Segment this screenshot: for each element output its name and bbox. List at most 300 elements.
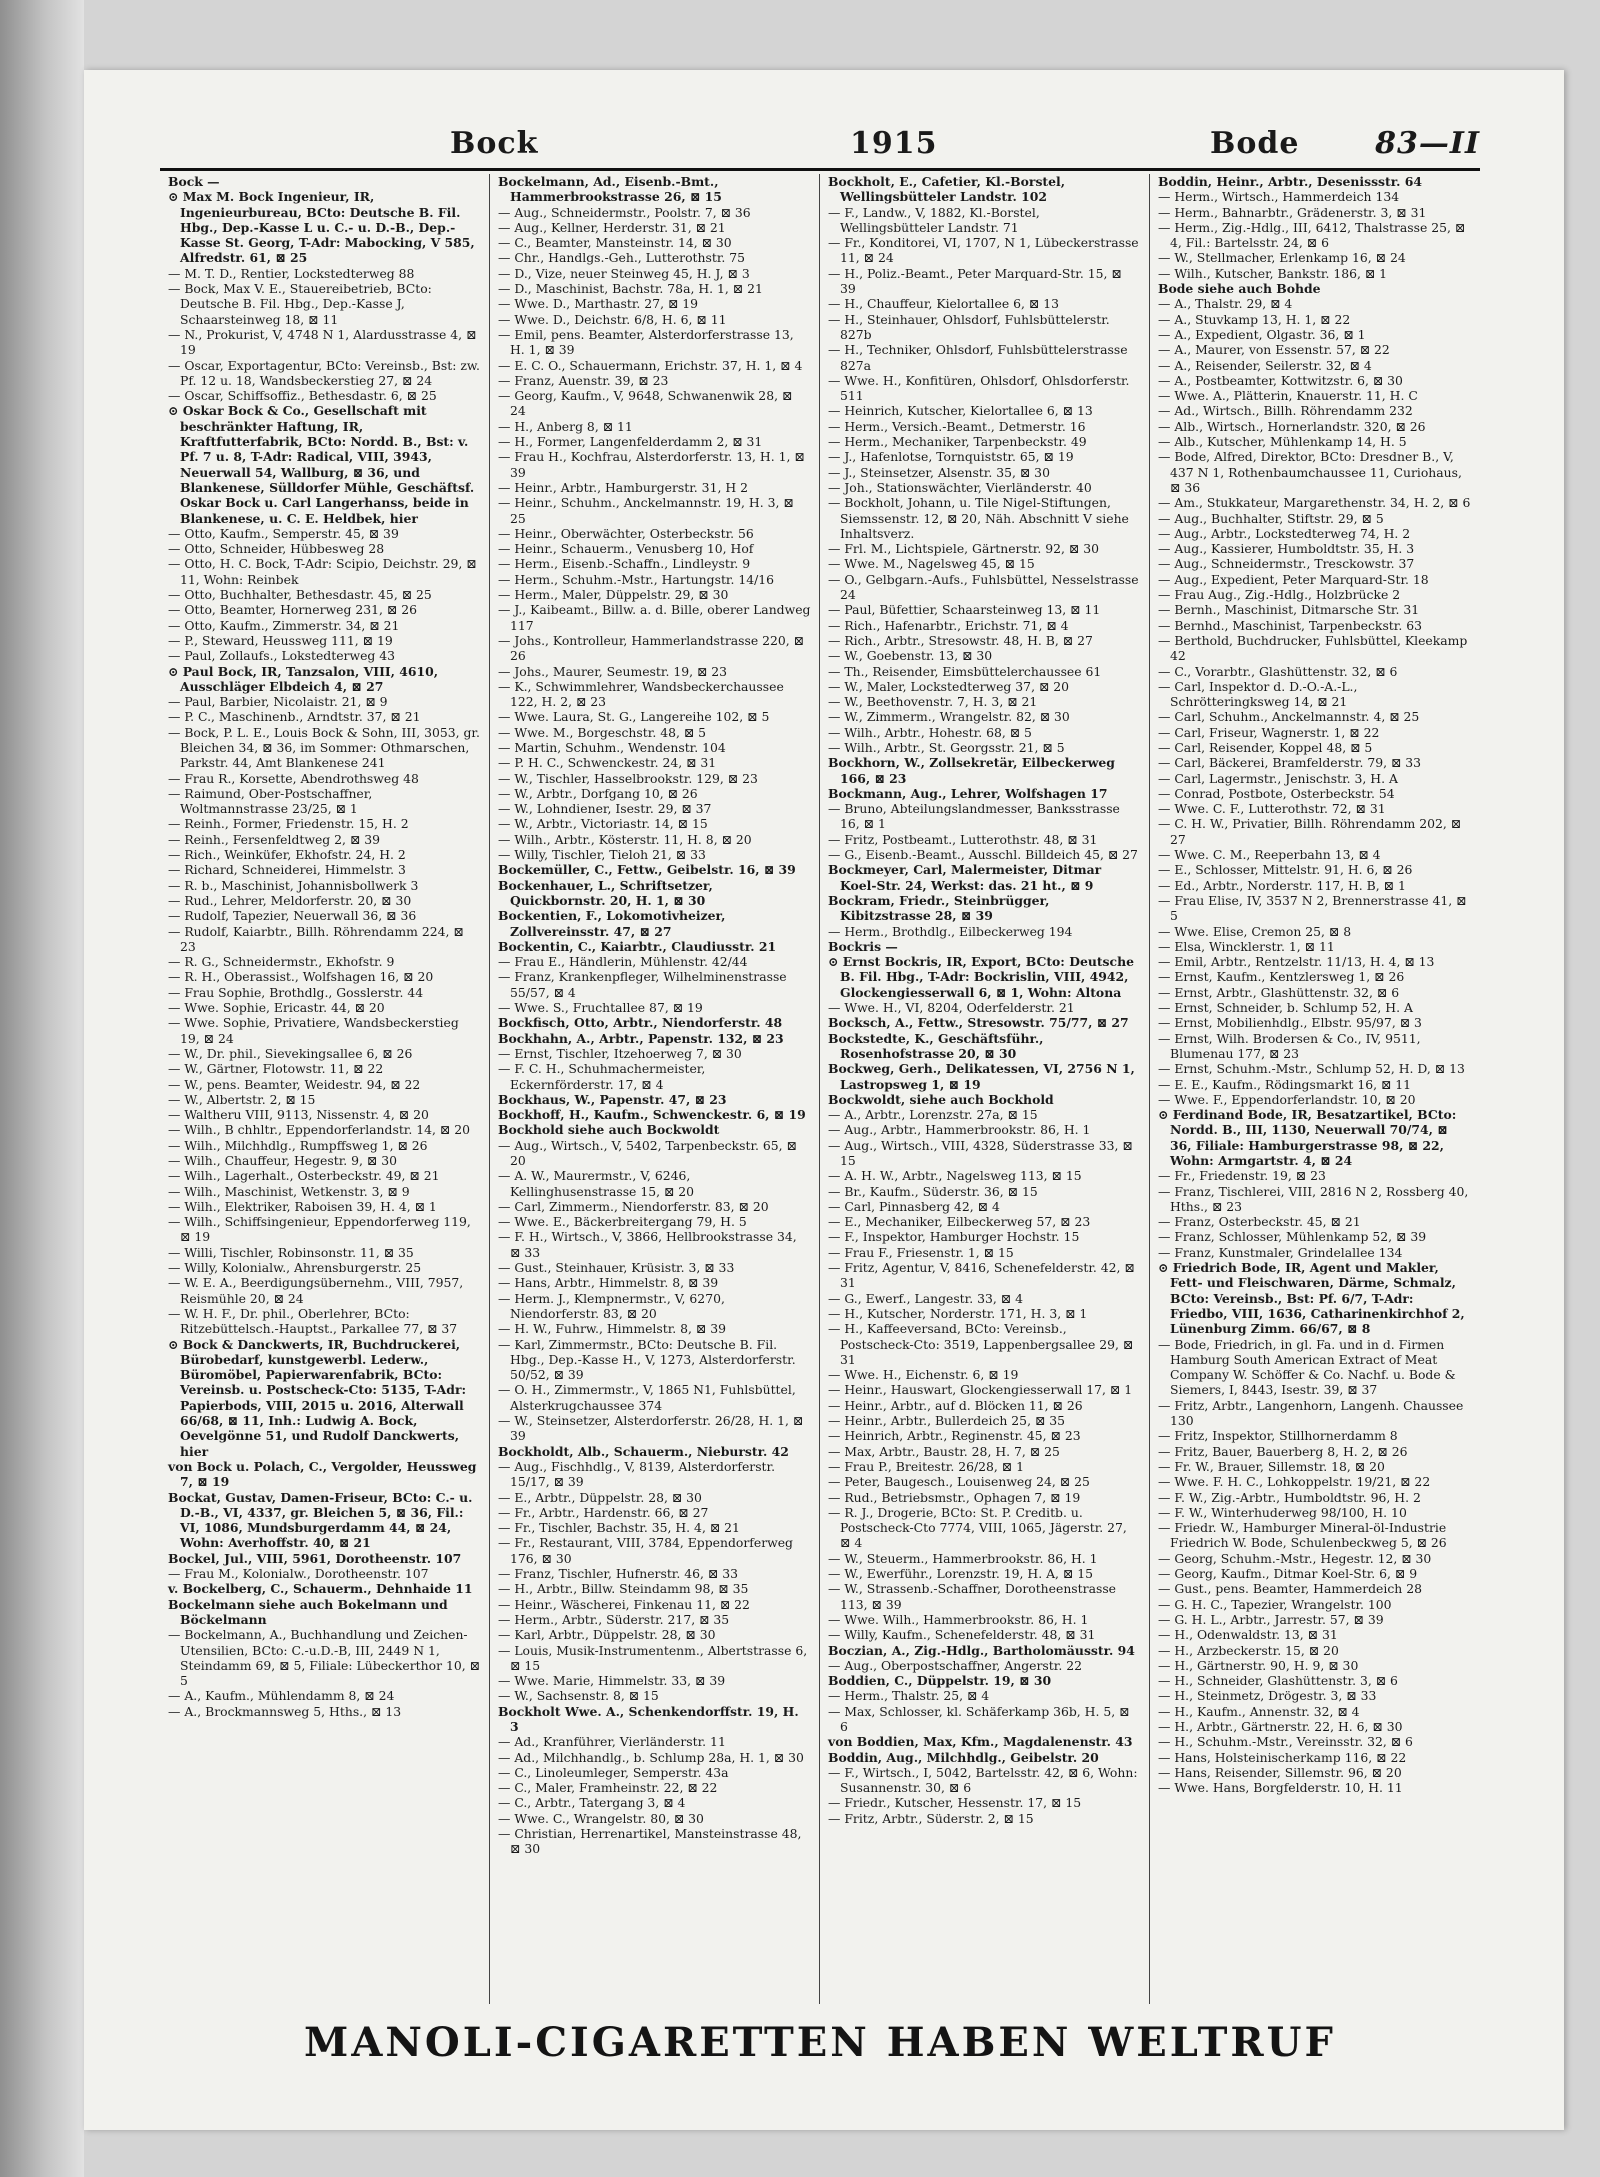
directory-entry: — Otto, Schneider, Hübbesweg 28 xyxy=(168,541,385,557)
directory-entry: — R. H., Oberassist., Wolfshagen 16, ⊠ 20 xyxy=(168,969,434,985)
directory-entry: — W., Arbtr., Victoriastr. 14, ⊠ 15 xyxy=(498,816,708,832)
directory-entry: von Boddien, Max, Kfm., Magdalenenstr. 43 xyxy=(828,1734,1133,1750)
directory-entry: — Ad., Kranführer, Vierländerstr. 11 xyxy=(498,1734,726,1750)
directory-entry: — Johs., Maurer, Seumestr. 19, ⊠ 23 xyxy=(498,663,728,679)
directory-entry: — Emil, pens. Beamter, Alsterdorferstrasse 13, H. 1, ⊠ 39 xyxy=(498,326,794,358)
directory-entry: — Wilh., Maschinist, Wetkenstr. 3, ⊠ 9 xyxy=(168,1183,410,1199)
directory-entry: — F. H., Wirtsch., V, 3866, Hellbrookstrasse 34, ⊠ 33 xyxy=(498,1229,797,1260)
directory-entry: — Wwe. M., Nagelsweg 45, ⊠ 15 xyxy=(828,556,1035,572)
directory-entry: — J., Steinsetzer, Alsenstr. 35, ⊠ 30 xyxy=(828,464,1050,480)
page-number: 83—II xyxy=(1375,126,1480,161)
directory-entry: — Wwe. C. F., Lutterothstr. 72, ⊠ 31 xyxy=(1158,801,1386,817)
directory-entry: — P., Steward, Heussweg 111, ⊠ 19 xyxy=(168,632,393,648)
directory-entry: — P. C., Maschinenb., Arndtstr. 37, ⊠ 21 xyxy=(168,709,421,725)
directory-entry: — G. H. L., Arbtr., Jarrestr. 57, ⊠ 39 xyxy=(1158,1611,1384,1627)
directory-entry: — Wilh., Lagerhalt., Osterbeckstr. 49, ⊠ 21 xyxy=(168,1168,440,1184)
directory-entry: — O. H., Zimmermstr., V, 1865 N1, Fuhlsbüttel, Alsterkrugchaussee 374 xyxy=(498,1382,796,1413)
directory-entry: — Carl, Lagermstr., Jenischstr. 3, H. A xyxy=(1158,770,1398,786)
directory-entry: — C., Beamter, Mansteinstr. 14, ⊠ 30 xyxy=(498,235,732,251)
directory-entry: — W., Strassenb.-Schaffner, Dorotheenstrasse 113, ⊠ 39 xyxy=(828,1581,1117,1612)
directory-entry: — Willi, Tischler, Robinsonstr. 11, ⊠ 35 xyxy=(168,1244,414,1260)
directory-entry: — Carl, Reisender, Koppel 48, ⊠ 5 xyxy=(1158,739,1373,755)
directory-entry: — Ernst, Mobilienhdlg., Elbstr. 95/97, ⊠ 3 xyxy=(1158,1015,1422,1031)
directory-entry: — Georg, Schuhm.-Mstr., Hegestr. 12, ⊠ 30 xyxy=(1158,1550,1432,1566)
directory-entry: — Heinr., Schuhm., Anckelmannstr. 19, H. 3, ⊠ 25 xyxy=(498,495,794,526)
directory-entry: — Bode, Friedrich, in gl. Fa. und in d. Firmen Hamburg South American Extract of Meat Company W. Schöffer & Co. Nachf. u. Bode & Siemers, I, 8443, Isestr. 39, ⊠ 37 xyxy=(1158,1336,1456,1398)
directory-entry: — Ed., Arbtr., Norderstr. 117, H. B, ⊠ 1 xyxy=(1158,877,1406,893)
directory-entry: von Bock u. Polach, C., Vergolder, Heussweg 7, ⊠ 19 xyxy=(168,1458,477,1490)
directory-entry: Boddin, Aug., Milchhdlg., Geibelstr. 20 xyxy=(828,1749,1099,1765)
directory-entry: — Th., Reisender, Eimsbüttelerchaussee 61 xyxy=(828,663,1102,679)
directory-entry: — F., Wirtsch., I, 5042, Bartelsstr. 42, ⊠ 6, Wohn: Susannenstr. 30, ⊠ 6 xyxy=(828,1764,1138,1796)
directory-entry: — Wwe. F., Eppendorferlandstr. 10, ⊠ 20 xyxy=(1158,1091,1416,1107)
directory-entry: — Wwe. H., VI, 8204, Oderfelderstr. 21 xyxy=(828,1000,1075,1016)
directory-entry: — Carl, Zimmerm., Niendorferstr. 83, ⊠ 20 xyxy=(498,1198,769,1214)
directory-entry: — Wwe. D., Deichstr. 6/8, H. 6, ⊠ 11 xyxy=(498,311,727,327)
directory-entry: — Bockholt, Johann, u. Tile Nigel-Stiftungen, Siemssenstr. 12, ⊠ 20, Näh. Abschnitt V siehe Inhaltsverz. xyxy=(828,495,1129,541)
directory-entry: ⊙ Paul Bock, IR, Tanzsalon, VIII, 4610, Ausschläger Elbdeich 4, ⊠ 27 xyxy=(168,663,439,694)
directory-entry: Bocksch, A., Fettw., Stresowstr. 75/77, ⊠ 27 xyxy=(828,1015,1129,1031)
directory-entry: Bockat, Gustav, Damen-Friseur, BCto: C.- u. D.-B., VI, 4337, gr. Bleichen 5, ⊠ 36, Fil.: VI, 1086, Mundsburgerdamm 44, ⊠ 24, Wohn: Averhoffstr. 40, ⊠ 21 xyxy=(168,1489,473,1551)
directory-entry: — Ernst, Tischler, Itzehoerweg 7, ⊠ 30 xyxy=(498,1045,742,1061)
directory-entry: — Conrad, Postbote, Osterbeckstr. 54 xyxy=(1158,785,1395,801)
directory-entry: — Friedr. W., Hamburger Mineral-öl-Industrie Friedrich W. Bode, Schulenbeckweg 5, ⊠ 26 xyxy=(1158,1520,1447,1551)
directory-entry: — Frau Aug., Zig.-Hdlg., Holzbrücke 2 xyxy=(1158,587,1401,603)
directory-entry: — W., pens. Beamter, Weidestr. 94, ⊠ 22 xyxy=(168,1076,421,1092)
directory-entry: — Am., Stukkateur, Margarethenstr. 34, H. 2, ⊠ 6 xyxy=(1158,495,1471,511)
directory-entry: Bockhoff, H., Kaufm., Schwenckestr. 6, ⊠ 19 xyxy=(498,1107,806,1123)
directory-entry: — Herm., Versich.-Beamt., Detmerstr. 16 xyxy=(828,418,1086,434)
directory-entry: — W., Albertstr. 2, ⊠ 15 xyxy=(168,1091,316,1107)
directory-entry: — Frau P., Breitestr. 26/28, ⊠ 1 xyxy=(828,1458,1024,1474)
directory-entry: Bockhold siehe auch Bockwoldt xyxy=(498,1122,720,1138)
directory-entry: — Aug., Arbtr., Lockstedterweg 74, H. 2 xyxy=(1158,525,1411,541)
directory-entry: — Franz, Krankenpfleger, Wilhelminenstrasse 55/57, ⊠ 4 xyxy=(498,969,787,1000)
directory-entry: Bode siehe auch Bohde xyxy=(1158,281,1321,297)
directory-entry: — Wwe. A., Plätterin, Knauerstr. 11, H. C xyxy=(1158,388,1418,404)
directory-entry: — W., Steinsetzer, Alsterdorferstr. 26/28, H. 1, ⊠ 39 xyxy=(498,1413,804,1444)
directory-entry: — Wilh., B chhltr., Eppendorferlandstr. 14, ⊠ 20 xyxy=(168,1122,470,1138)
directory-entry: — Herm., Bahnarbtr., Grädenerstr. 3, ⊠ 31 xyxy=(1158,204,1427,220)
directory-entry: — Elsa, Wincklerstr. 1, ⊠ 11 xyxy=(1158,938,1335,954)
directory-entry: — M. T. D., Rentier, Lockstedterweg 88 xyxy=(168,265,415,281)
directory-entry: — Fritz, Arbtr., Langenhorn, Langenh. Chaussee 130 xyxy=(1158,1397,1464,1429)
directory-entry: — Gust., Steinhauer, Krüsistr. 3, ⊠ 33 xyxy=(498,1260,735,1276)
directory-entry: — G., Eisenb.-Beamt., Ausschl. Billdeich 45, ⊠ 27 xyxy=(828,847,1138,863)
directory-entry: — A., Reisender, Seilerstr. 32, ⊠ 4 xyxy=(1158,357,1372,373)
column-1-entries xyxy=(168,174,481,1719)
directory-entry: — Reinh., Fersenfeldtweg 2, ⊠ 39 xyxy=(168,831,381,847)
directory-entry: — Bockelmann, A., Buchhandlung und Zeichen-Utensilien, BCto: C.-u.D.-B, III, 2449 N 1, Steindamm 69, ⊠ 5, Filiale: Lübeckerthor 10, ⊠ 5 xyxy=(168,1627,480,1689)
directory-entry: — Wilh., Schiffsingenieur, Eppendorferweg 119, ⊠ 19 xyxy=(168,1214,471,1245)
directory-entry: — Karl, Zimmermstr., BCto: Deutsche B. Fil. Hbg., Dep.-Kasse H., V, 1273, Alsterdorferstr. 50/52, ⊠ 39 xyxy=(498,1336,796,1383)
directory-entry: — Wwe. Marie, Himmelstr. 33, ⊠ 39 xyxy=(498,1673,726,1689)
directory-entry: — Fr., Tischler, Bachstr. 35, H. 4, ⊠ 21 xyxy=(498,1520,740,1536)
directory-entry: — Herm. J., Klempnermstr., V, 6270, Niendorferstr. 83, ⊠ 20 xyxy=(498,1290,725,1321)
directory-entry: — Bernhd., Maschinist, Tarpenbeckstr. 63 xyxy=(1158,617,1422,633)
directory-entry: — H., Kaufm., Annenstr. 32, ⊠ 4 xyxy=(1158,1703,1360,1719)
directory-entry: — A., Kaufm., Mühlendamm 8, ⊠ 24 xyxy=(168,1688,395,1704)
directory-entry: — D., Vize, neuer Steinweg 45, H. J, ⊠ 3 xyxy=(498,265,750,281)
directory-entry: — Willy, Kolonialw., Ahrensburgerstr. 25 xyxy=(168,1260,422,1276)
directory-entry: — Frau R., Korsette, Abendrothsweg 48 xyxy=(168,770,419,786)
directory-entry: — C., Linoleumleger, Semperstr. 43a xyxy=(498,1764,729,1780)
directory-entry: — Johs., Kontrolleur, Hammerlandstrasse 220, ⊠ 26 xyxy=(498,632,805,664)
directory-entry: ⊙ Max M. Bock Ingenieur, IR, Ingenieurbureau, BCto: Deutsche B. Fil. Hbg., Dep.-Kasse L u. C.- u. D.-B., Dep.-Kasse St. Georg, T-Adr: Mabocking, V 585, Alfredstr. 61, ⊠ 25 xyxy=(168,189,475,266)
directory-entry: — Wwe. F. H. C., Lohkoppelstr. 19/21, ⊠ 22 xyxy=(1158,1474,1431,1490)
directory-entry: — Heinrich, Kutscher, Kielortallee 6, ⊠ 13 xyxy=(828,403,1093,419)
directory-entry: — A., Stuvkamp 13, H. 1, ⊠ 22 xyxy=(1158,311,1351,327)
directory-entry: — Paul, Zollaufs., Lokstedterweg 43 xyxy=(168,648,396,664)
directory-entry: — Aug., Oberpostschaffner, Angerstr. 22 xyxy=(828,1657,1082,1673)
directory-entry: — Hans, Reisender, Sillemstr. 96, ⊠ 20 xyxy=(1158,1764,1402,1780)
directory-entry: Boddin, Heinr., Arbtr., Desenissstr. 64 xyxy=(1158,174,1423,189)
directory-entry: — A., Arbtr., Lorenzstr. 27a, ⊠ 15 xyxy=(828,1107,1038,1123)
directory-entry: — E. C. O., Schauermann, Erichstr. 37, H. 1, ⊠ 4 xyxy=(498,357,803,373)
directory-entry: — Frau E., Händlerin, Mühlenstr. 42/44 xyxy=(498,954,748,970)
column-2 xyxy=(490,174,820,2004)
directory-entry: Bockentien, F., Lokomotivheizer, Zollvereinsstr. 47, ⊠ 27 xyxy=(498,908,726,939)
directory-entry: — Aug., Wirtsch., VIII, 4328, Süderstrasse 33, ⊠ 15 xyxy=(828,1137,1133,1168)
directory-entry: Bockwoldt, siehe auch Bockhold xyxy=(828,1091,1054,1107)
directory-entry: — Martin, Schuhm., Wendenstr. 104 xyxy=(498,739,726,755)
directory-entry: — Wwe. H., Eichenstr. 6, ⊠ 19 xyxy=(828,1367,1019,1383)
directory-entry: — E., Schlosser, Mittelstr. 91, H. 6, ⊠ 26 xyxy=(1158,862,1413,878)
directory-entry: — Otto, H. C. Bock, T-Adr: Scipio, Deichstr. 29, ⊠ 11, Wohn: Reinbek xyxy=(168,556,477,587)
directory-entry: — Frl. M., Lichtspiele, Gärtnerstr. 92, ⊠ 30 xyxy=(828,541,1099,557)
directory-entry: Bockram, Friedr., Steinbrügger, Kibitzstrasse 28, ⊠ 39 xyxy=(828,892,1050,924)
directory-entry: Bockmann, Aug., Lehrer, Wolfshagen 17 xyxy=(828,785,1108,801)
column-2-entries xyxy=(498,174,811,1857)
directory-entry: — H., Schneider, Glashüttenstr. 3, ⊠ 6 xyxy=(1158,1673,1398,1689)
directory-entry: — Wilh., Elektriker, Raboisen 39, H. 4, ⊠ 1 xyxy=(168,1198,437,1214)
directory-entry: Bockmeyer, Carl, Malermeister, Ditmar Koel-Str. 24, Werkst: das. 21 ht., ⊠ 9 xyxy=(828,862,1102,893)
directory-entry: — Aug., Kellner, Herderstr. 31, ⊠ 21 xyxy=(498,219,726,235)
directory-entry: — W. E. A., Beerdigungsübernehm., VIII, 7957, Reismühle 20, ⊠ 24 xyxy=(168,1275,464,1306)
directory-entry: — Heinr., Oberwächter, Osterbeckstr. 56 xyxy=(498,525,754,541)
directory-entry: Bockholt Wwe. A., Schenkendorffstr. 19, H. 3 xyxy=(498,1703,799,1734)
directory-entry: — W., Goebenstr. 13, ⊠ 30 xyxy=(828,648,993,664)
directory-entry: — W., Stellmacher, Erlenkamp 16, ⊠ 24 xyxy=(1158,250,1406,266)
directory-entry: — F., Landw., V, 1882, Kl.-Borstel, Wellingsbütteler Landstr. 71 xyxy=(828,204,1040,235)
directory-entry: — Franz, Tischler, Hufnerstr. 46, ⊠ 33 xyxy=(498,1566,738,1582)
directory-entry: — Wilh., Kutscher, Bankstr. 186, ⊠ 1 xyxy=(1158,265,1388,281)
directory-entry: — W., Zimmerm., Wrangelstr. 82, ⊠ 30 xyxy=(828,709,1070,725)
directory-entry: Bockemüller, C., Fettw., Geibelstr. 16, ⊠ 39 xyxy=(498,862,796,878)
directory-entry: — Fritz, Arbtr., Süderstr. 2, ⊠ 15 xyxy=(828,1810,1034,1826)
directory-entry: — F. C. H., Schuhmachermeister, Eckernförderstr. 17, ⊠ 4 xyxy=(498,1061,706,1092)
directory-entry: ⊙ Bock & Danckwerts, IR, Buchdruckerei, Bürobedarf, kunstgewerbl. Lederw., Büromöbel, Papierwarenfabrik, BCto: Vereinsb. u. Postscheck-Cto: 5135, T-Adr: Papierbods, VIII, 2015 u. 2016, Alterwall 66/68, ⊠ 11, Inh.: Ludwig A. Bock, Oevelgönne 51, und Rudolf Danckwerts, hier xyxy=(168,1336,467,1459)
directory-entry: Bockelmann siehe auch Bokelmann und Böckelmann xyxy=(168,1596,448,1627)
directory-entry: Boczian, A., Zig.-Hdlg., Bartholomäusstr. 94 xyxy=(828,1642,1135,1658)
directory-entry: — Herm., Mechaniker, Tarpenbeckstr. 49 xyxy=(828,434,1087,450)
directory-entry: — Rudolf, Tapezier, Neuerwall 36, ⊠ 36 xyxy=(168,908,417,924)
directory-entry: — G. H. C., Tapezier, Wrangelstr. 100 xyxy=(1158,1596,1392,1612)
directory-entry: — Wilh., Arbtr., Hohestr. 68, ⊠ 5 xyxy=(828,724,1032,740)
directory-entry: — Ernst, Wilh. Brodersen & Co., IV, 9511, Blumenau 177, ⊠ 23 xyxy=(1158,1030,1421,1061)
directory-entry: — H., Kaffeeversand, BCto: Vereinsb., Postscheck-Cto: 3519, Lappenbergsallee 29, ⊠ 31 xyxy=(828,1321,1134,1367)
directory-entry: — A., Brockmannsweg 5, Hths., ⊠ 13 xyxy=(168,1703,402,1719)
directory-entry: — E., Arbtr., Düppelstr. 28, ⊠ 30 xyxy=(498,1489,702,1505)
directory-entry: — Waltheru VIII, 9113, Nissenstr. 4, ⊠ 20 xyxy=(168,1107,429,1123)
directory-entry: — Reinh., Former, Friedenstr. 15, H. 2 xyxy=(168,816,409,832)
directory-entry: — Oscar, Schiffsoffiz., Bethesdastr. 6, ⊠ 25 xyxy=(168,388,437,404)
directory-entry: — Alb., Kutscher, Mühlenkamp 14, H. 5 xyxy=(1158,434,1407,450)
directory-entry: — F., Inspektor, Hamburger Hochstr. 15 xyxy=(828,1229,1080,1245)
directory-entry: v. Bockelberg, C., Schauerm., Dehnhaide 11 xyxy=(168,1581,473,1597)
directory-entry: — Heinr., Arbtr., auf d. Blöcken 11, ⊠ 26 xyxy=(828,1397,1083,1413)
directory-entry: — Carl, Friseur, Wagnerstr. 1, ⊠ 22 xyxy=(1158,724,1380,740)
directory-entry: — Emil, Arbtr., Rentzelstr. 11/13, H. 4, ⊠ 13 xyxy=(1158,954,1435,970)
directory-entry: — Heinr., Schauerm., Venusberg 10, Hof xyxy=(498,541,754,557)
directory-entry: Bockstedte, K., Geschäftsführ., Rosenhofstrasse 20, ⊠ 30 xyxy=(828,1030,1044,1061)
directory-entry: — Rud., Lehrer, Meldorferstr. 20, ⊠ 30 xyxy=(168,892,412,908)
directory-entry: — Fritz, Inspektor, Stillhornerdamm 8 xyxy=(1158,1428,1398,1444)
directory-entry: — Herm., Zig.-Hdlg., III, 6412, Thalstrasse 25, ⊠ 4, Fil.: Bartelsstr. 24, ⊠ 6 xyxy=(1158,219,1466,251)
directory-entry: — Wwe. Wilh., Hammerbrookstr. 86, H. 1 xyxy=(828,1611,1089,1627)
directory-entry: Bockweg, Gerh., Delikatessen, VI, 2756 N 1, Lastropsweg 1, ⊠ 19 xyxy=(828,1061,1135,1092)
directory-entry: — E. E., Kaufm., Rödingsmarkt 16, ⊠ 11 xyxy=(1158,1076,1412,1092)
directory-entry: — Fritz, Bauer, Bauerberg 8, H. 2, ⊠ 26 xyxy=(1158,1443,1408,1459)
directory-entry: — W., Sachsenstr. 8, ⊠ 15 xyxy=(498,1688,659,1704)
column-3 xyxy=(820,174,1150,2004)
directory-entry: — Wwe. Laura, St. G., Langereihe 102, ⊠ 5 xyxy=(498,709,770,725)
header-left-word: Bock xyxy=(450,126,539,161)
directory-entry: — H. W., Fuhrw., Himmelstr. 8, ⊠ 39 xyxy=(498,1321,727,1337)
directory-entry: — W., Arbtr., Dorfgang 10, ⊠ 26 xyxy=(498,785,698,801)
directory-entry: — Bernh., Maschinist, Ditmarsche Str. 31 xyxy=(1158,602,1420,618)
directory-entry: — J., Hafenlotse, Tornquiststr. 65, ⊠ 19 xyxy=(828,449,1074,465)
column-1 xyxy=(160,174,490,2004)
directory-entry: — R. J., Drogerie, BCto: St. P. Creditb. u. Postscheck-Cto 7774, VIII, 1065, Jägerstr. 27, ⊠ 4 xyxy=(828,1504,1127,1551)
directory-entry: — N., Prokurist, V, 4748 N 1, Alardusstrasse 4, ⊠ 19 xyxy=(168,326,477,358)
directory-entry: — Karl, Arbtr., Düppelstr. 28, ⊠ 30 xyxy=(498,1627,716,1643)
directory-entry: — Paul, Barbier, Nicolaistr. 21, ⊠ 9 xyxy=(168,694,388,710)
directory-entry: — H., Arbtr., Gärtnerstr. 22, H. 6, ⊠ 30 xyxy=(1158,1718,1403,1734)
directory-entry: — Herm., Maler, Düppelstr. 29, ⊠ 30 xyxy=(498,587,729,603)
directory-entry: — Wwe. Sophie, Ericastr. 44, ⊠ 20 xyxy=(168,1000,385,1016)
directory-entry: — Joh., Stationswächter, Vierländerstr. 40 xyxy=(828,479,1092,495)
directory-entry: — Herm., Wirtsch., Hammerdeich 134 xyxy=(1158,189,1400,205)
directory-entry: ⊙ Oskar Bock & Co., Gesellschaft mit beschränkter Haftung, IR, Kraftfutterfabrik, BCto: Nordd. B., Bst: v. Pf. 7 u. 8, T-Adr: Radical, VIII, 3943, Neuerwall 54, Wallburg, ⊠ 36, und Blankenese, Sülldorfer Mühle, Geschäftsf. Oskar Bock u. Carl Langerhanss, beide in Blankenese, u. C. E. Heldbek, hier xyxy=(168,403,475,526)
page-header xyxy=(160,118,1480,171)
directory-entry: — Wilh., Milchhdlg., Rumpffsweg 1, ⊠ 26 xyxy=(168,1137,428,1153)
header-year: 1915 xyxy=(850,126,938,161)
directory-entry: — Franz, Kunstmaler, Grindelallee 134 xyxy=(1158,1244,1403,1260)
directory-entry: — W., Lohndiener, Isestr. 29, ⊠ 37 xyxy=(498,801,712,817)
directory-entry: — Wwe. C., Wrangelstr. 80, ⊠ 30 xyxy=(498,1810,704,1826)
directory-entry: — A. W., Maurermstr., V, 6246, Kellinghusenstrasse 15, ⊠ 20 xyxy=(498,1168,695,1199)
directory-entry: — W., Beethovenstr. 7, H. 3, ⊠ 21 xyxy=(828,694,1038,710)
directory-entry: — Carl, Bäckerei, Bramfelderstr. 79, ⊠ 33 xyxy=(1158,755,1422,771)
directory-entry: — H., Kutscher, Norderstr. 171, H. 3, ⊠ 1 xyxy=(828,1305,1088,1321)
directory-entry: — Willy, Kaufm., Schenefelderstr. 48, ⊠ 31 xyxy=(828,1627,1096,1643)
directory-entry: — D., Maschinist, Bachstr. 78a, H. 1, ⊠ 21 xyxy=(498,281,763,297)
directory-entry: — Louis, Musik-Instrumentenm., Albertstrasse 6, ⊠ 15 xyxy=(498,1642,808,1673)
directory-entry: — Hans, Arbtr., Himmelstr. 8, ⊠ 39 xyxy=(498,1275,719,1291)
directory-entry: — H., Steinhauer, Ohlsdorf, Fuhlsbüttelerstr. 827b xyxy=(828,311,1110,342)
directory-entry: — Willy, Tischler, Tieloh 21, ⊠ 33 xyxy=(498,847,706,863)
directory-entry: — Wwe. H., Konfitüren, Ohlsdorf, Ohlsdorferstr. 511 xyxy=(828,372,1130,404)
directory-entry: Bockenhauer, L., Schriftsetzer, Quickbornstr. 20, H. 1, ⊠ 30 xyxy=(498,877,713,908)
directory-entry: — A., Thalstr. 29, ⊠ 4 xyxy=(1158,296,1293,312)
directory-entry: — Otto, Kaufm., Semperstr. 45, ⊠ 39 xyxy=(168,525,399,541)
directory-entry: — Wwe. D., Marthastr. 27, ⊠ 19 xyxy=(498,296,699,312)
directory-entry: ⊙ Friedrich Bode, IR, Agent und Makler, Fett- und Fleischwaren, Därme, Schmalz, BCto: Vereinsb., Bst: Pf. 6/7, T-Adr: Friedbo, VIII, 1636, Catharinenkirchhof 2, Lünenburg Zimm. 66/67, ⊠ 8 xyxy=(1158,1260,1465,1337)
directory-entry: — Otto, Buchhalter, Bethesdastr. 45, ⊠ 25 xyxy=(168,587,432,603)
directory-entry: Bockhorn, W., Zollsekretär, Eilbeckerweg 166, ⊠ 23 xyxy=(828,755,1115,786)
directory-entry: — H., Gärtnerstr. 90, H. 9, ⊠ 30 xyxy=(1158,1657,1359,1673)
directory-entry: — Rich., Arbtr., Stresowstr. 48, H. B, ⊠ 27 xyxy=(828,632,1093,648)
directory-entry: — Heinrich, Arbtr., Reginenstr. 45, ⊠ 23 xyxy=(828,1428,1081,1444)
directory-entry: — Raimund, Ober-Postschaffner, Woltmannstrasse 23/25, ⊠ 1 xyxy=(168,785,373,817)
directory-entry: — H., Steinmetz, Drögestr. 3, ⊠ 33 xyxy=(1158,1688,1377,1704)
directory-entry: — H., Poliz.-Beamt., Peter Marquard-Str. 15, ⊠ 39 xyxy=(828,265,1122,297)
directory-entry: — G., Ewerf., Langestr. 33, ⊠ 4 xyxy=(828,1290,1023,1306)
directory-entry: ⊙ Ernst Bockris, IR, Export, BCto: Deutsche B. Fil. Hbg., T-Adr: Bockrislin, VIII, 4942, Glockengiesserwall 6, ⊠ 1, Wohn: Altona xyxy=(828,954,1134,1000)
directory-entry: — Rud., Betriebsmstr., Ophagen 7, ⊠ 19 xyxy=(828,1489,1081,1505)
directory-entry: — Herm., Brothdlg., Eilbeckerweg 194 xyxy=(828,923,1073,939)
directory-entry: — Frau Sophie, Brothdlg., Gosslerstr. 44 xyxy=(168,984,424,1000)
directory-entry: — Berthold, Buchdrucker, Fuhlsbüttel, Kleekamp 42 xyxy=(1158,632,1468,664)
directory-entry: — Alb., Wirtsch., Hornerlandstr. 320, ⊠ 26 xyxy=(1158,418,1426,434)
directory-entry: — W., Gärtner, Flotowstr. 11, ⊠ 22 xyxy=(168,1061,384,1077)
directory-entry: — H., Techniker, Ohlsdorf, Fuhlsbüttelerstrasse 827a xyxy=(828,342,1128,373)
directory-entry: — W., Ewerführ., Lorenzstr. 19, H. A, ⊠ 15 xyxy=(828,1566,1094,1582)
directory-entry: — Heinr., Arbtr., Hamburgerstr. 31, H 2 xyxy=(498,479,748,495)
directory-entry: — Paul, Büfettier, Schaarsteinweg 13, ⊠ 11 xyxy=(828,602,1101,618)
directory-entry: Bockfisch, Otto, Arbtr., Niendorferstr. 48 xyxy=(498,1015,783,1031)
directory-entry: — W., Tischler, Hasselbrookstr. 129, ⊠ 23 xyxy=(498,770,758,786)
directory-entry: — Frau F., Friesenstr. 1, ⊠ 15 xyxy=(828,1244,1014,1260)
directory-entry: — Rich., Hafenarbtr., Erichstr. 71, ⊠ 4 xyxy=(828,617,1069,633)
directory-entry: — Otto, Kaufm., Zimmerstr. 34, ⊠ 21 xyxy=(168,617,400,633)
directory-entry: — Christian, Herrenartikel, Mansteinstrasse 48, ⊠ 30 xyxy=(498,1826,802,1857)
directory-entry: — Frau H., Kochfrau, Alsterdorferstr. 13, H. 1, ⊠ 39 xyxy=(498,449,805,480)
directory-entry: — Georg, Kaufm., Ditmar Koel-Str. 6, ⊠ 9 xyxy=(1158,1566,1418,1582)
directory-entry: — Wwe. C. M., Reeperbahn 13, ⊠ 4 xyxy=(1158,847,1381,863)
directory-entry: — Fr., Arbtr., Hardenstr. 66, ⊠ 27 xyxy=(498,1504,709,1520)
directory-entry: — Wwe. Sophie, Privatiere, Wandsbeckerstieg 19, ⊠ 24 xyxy=(168,1015,459,1046)
directory-entry: — Aug., Wirtsch., V, 5402, Tarpenbeckstr. 65, ⊠ 20 xyxy=(498,1137,797,1168)
directory-entry: — Aug., Expedient, Peter Marquard-Str. 18 xyxy=(1158,571,1429,587)
directory-entry: — Aug., Kassierer, Humboldtstr. 35, H. 3 xyxy=(1158,541,1415,557)
directory-entry: — Friedr., Kutscher, Hessenstr. 17, ⊠ 15 xyxy=(828,1795,1082,1811)
directory-entry: — Richard, Schneiderei, Himmelstr. 3 xyxy=(168,862,406,878)
directory-entry: — Aug., Arbtr., Hammerbrookstr. 86, H. 1 xyxy=(828,1122,1091,1138)
directory-entry: — Wilh., Arbtr., Kösterstr. 11, H. 8, ⊠ 20 xyxy=(498,831,752,847)
directory-entry: ⊙ Ferdinand Bode, IR, Besatzartikel, BCto: Nordd. B., III, 1130, Neuerwall 70/74, ⊠ 36, Filiale: Hamburgerstrasse 98, ⊠ 22, Wohn: Armgartstr. 4, ⊠ 24 xyxy=(1158,1107,1457,1168)
directory-entry: — J., Kaibeamt., Billw. a. d. Bille, oberer Landweg 117 xyxy=(498,602,811,633)
book-binding xyxy=(0,0,84,2177)
directory-entry: — Heinr., Wäscherei, Finkenau 11, ⊠ 22 xyxy=(498,1596,750,1612)
directory-entry: — Ernst, Arbtr., Glashüttenstr. 32, ⊠ 6 xyxy=(1158,984,1400,1000)
directory-entry: — C., Arbtr., Tatergang 3, ⊠ 4 xyxy=(498,1795,686,1811)
directory-entry: — R. G., Schneidermstr., Ekhofstr. 9 xyxy=(168,954,395,970)
directory-entry: — W., Steuerm., Hammerbrookstr. 86, H. 1 xyxy=(828,1550,1098,1566)
directory-entry: Bockholdt, Alb., Schauerm., Nieburstr. 42 xyxy=(498,1443,789,1459)
directory-entry: — Max, Arbtr., Baustr. 28, H. 7, ⊠ 25 xyxy=(828,1443,1060,1459)
directory-entry: — Fr., Friedenstr. 19, ⊠ 23 xyxy=(1158,1168,1326,1184)
directory-entry: — Frau M., Kolonialw., Dorotheenstr. 107 xyxy=(168,1566,429,1582)
directory-entry: — Franz, Auenstr. 39, ⊠ 23 xyxy=(498,372,669,388)
directory-entry: — Aug., Buchhalter, Stiftstr. 29, ⊠ 5 xyxy=(1158,510,1384,526)
directory-entry: — Wwe. M., Borgeschstr. 48, ⊠ 5 xyxy=(498,724,707,740)
directory-entry: — Georg, Kaufm., V, 9648, Schwanenwik 28, ⊠ 24 xyxy=(498,388,793,419)
directory-entry: — Wwe. E., Bäckerbreitergang 79, H. 5 xyxy=(498,1214,747,1230)
directory-entry: — E., Mechaniker, Eilbeckerweg 57, ⊠ 23 xyxy=(828,1214,1091,1230)
directory-entry: — Otto, Beamter, Hornerweg 231, ⊠ 26 xyxy=(168,602,417,618)
advertisement-banner: MANOLI-CIGARETTEN HABEN WELTRUF xyxy=(304,2019,1336,2066)
column-4-entries xyxy=(1158,174,1472,1795)
directory-entry: — Rudolf, Kaiarbtr., Billh. Röhrendamm 224, ⊠ 23 xyxy=(168,923,464,954)
directory-entry: Bockhaus, W., Papenstr. 47, ⊠ 23 xyxy=(498,1091,727,1107)
directory-entry: — Gust., pens. Beamter, Hammerdeich 28 xyxy=(1158,1581,1422,1597)
directory-entry: — Franz, Tischlerei, VIII, 2816 N 2, Rossberg 40, Hths., ⊠ 23 xyxy=(1158,1183,1469,1214)
directory-entry: — Carl, Inspektor d. D.-O.-A.-L., Schrötteringksweg 14, ⊠ 21 xyxy=(1158,678,1358,710)
directory-entry: — Ernst, Schuhm.-Mstr., Schlump 52, H. D, ⊠ 13 xyxy=(1158,1061,1465,1077)
directory-entry: — Rich., Weinküfer, Ekhofstr. 24, H. 2 xyxy=(168,847,406,863)
directory-entry: Bockholt, E., Cafetier, Kl.-Borstel, Wellingsbütteler Landstr. 102 xyxy=(828,174,1066,205)
column-3-entries xyxy=(828,174,1141,1826)
directory-entry: — K., Schwimmlehrer, Wandsbeckerchaussee 122, H. 2, ⊠ 23 xyxy=(498,678,784,710)
directory-entry: — P. H. C., Schwenckestr. 24, ⊠ 31 xyxy=(498,755,717,771)
directory-entry: — Franz, Osterbeckstr. 45, ⊠ 21 xyxy=(1158,1214,1361,1230)
directory-entry: — Peter, Baugesch., Louisenweg 24, ⊠ 25 xyxy=(828,1474,1090,1490)
directory-entry: — H., Schuhm.-Mstr., Vereinsstr. 32, ⊠ 6 xyxy=(1158,1734,1413,1750)
directory-entry: — O., Gelbgarn.-Aufs., Fuhlsbüttel, Nesselstrasse 24 xyxy=(828,571,1139,603)
directory-entry: — H., Chauffeur, Kielortallee 6, ⊠ 13 xyxy=(828,296,1059,312)
directory-entry: — F. W., Winterhuderweg 98/100, H. 10 xyxy=(1158,1504,1407,1520)
directory-entry: — R. b., Maschinist, Johannisbollwerk 3 xyxy=(168,877,419,893)
directory-entry: — Bock, Max V. E., Stauereibetrieb, BCto: Deutsche B. Fil. Hbg., Dep.-Kasse J, Schaarsteinweg 18, ⊠ 11 xyxy=(168,281,432,327)
directory-entry: — A., Maurer, von Essenstr. 57, ⊠ 22 xyxy=(1158,342,1390,358)
directory-entry: Bockris — xyxy=(828,938,898,954)
directory-entry: — Wwe. Hans, Borgfelderstr. 10, H. 11 xyxy=(1158,1780,1403,1796)
directory-entry: — Heinr., Hauswart, Glockengiesserwall 17, ⊠ 1 xyxy=(828,1382,1133,1398)
header-right-word: Bode xyxy=(1210,126,1300,161)
directory-entry: Bock — xyxy=(168,174,220,189)
directory-entry: — Aug., Schneidermstr., Tresckowstr. 37 xyxy=(1158,556,1415,572)
directory-entry: — Herm., Eisenb.-Schaffn., Lindleystr. 9 xyxy=(498,556,751,572)
column-4 xyxy=(1150,174,1480,2004)
directory-entry: — Heinr., Arbtr., Bullerdeich 25, ⊠ 35 xyxy=(828,1413,1066,1429)
directory-entry: — Wwe. Elise, Cremon 25, ⊠ 8 xyxy=(1158,923,1352,939)
directory-entry: — Ernst, Schneider, b. Schlump 52, H. A xyxy=(1158,1000,1413,1016)
directory-entry: — Carl, Schuhm., Anckelmannstr. 4, ⊠ 25 xyxy=(1158,709,1420,725)
directory-entry: — Herm., Schuhm.-Mstr., Hartungstr. 14/16 xyxy=(498,571,775,587)
directory-entry: — H., Anberg 8, ⊠ 11 xyxy=(498,418,633,434)
directory-entry: — Fr., Konditorei, VI, 1707, N 1, Lübeckerstrasse 11, ⊠ 24 xyxy=(828,235,1139,266)
directory-entry: — Ad., Milchhandlg., b. Schlump 28a, H. 1, ⊠ 30 xyxy=(498,1749,804,1765)
directory-entry: — Wilh., Arbtr., St. Georgsstr. 21, ⊠ 5 xyxy=(828,739,1065,755)
directory-entry: — W., Dr. phil., Sievekingsallee 6, ⊠ 26 xyxy=(168,1045,413,1061)
directory-entry: — Fr. W., Brauer, Sillemstr. 18, ⊠ 20 xyxy=(1158,1458,1385,1474)
directory-entry: — F. W., Zig.-Arbtr., Humboldtstr. 96, H. 2 xyxy=(1158,1489,1421,1505)
directory-entry: — Chr., Handlgs.-Geh., Lutterothstr. 75 xyxy=(498,250,746,266)
directory-entry: — Bode, Alfred, Direktor, BCto: Dresdner B., V, 437 N 1, Rothenbaumchaussee 11, Curiohaus, ⊠ 36 xyxy=(1158,449,1462,495)
directory-entry: — Fritz, Postbeamt., Lutterothstr. 48, ⊠ 31 xyxy=(828,831,1098,847)
directory-entry: — C. H. W., Privatier, Billh. Röhrendamm 202, ⊠ 27 xyxy=(1158,816,1462,847)
directory-columns xyxy=(160,174,1480,2004)
directory-entry: — Ad., Wirtsch., Billh. Röhrendamm 232 xyxy=(1158,403,1413,419)
directory-entry: — Aug., Schneidermstr., Poolstr. 7, ⊠ 36 xyxy=(498,204,751,220)
directory-entry: — A. H. W., Arbtr., Nagelsweg 113, ⊠ 15 xyxy=(828,1168,1082,1184)
directory-entry: — H., Arbtr., Billw. Steindamm 98, ⊠ 35 xyxy=(498,1581,749,1597)
directory-entry: — C., Vorarbtr., Glashüttenstr. 32, ⊠ 6 xyxy=(1158,663,1398,679)
directory-entry: — A., Postbeamter, Kottwitzstr. 6, ⊠ 30 xyxy=(1158,372,1403,388)
directory-entry: — A., Expedient, Olgastr. 36, ⊠ 1 xyxy=(1158,326,1366,342)
